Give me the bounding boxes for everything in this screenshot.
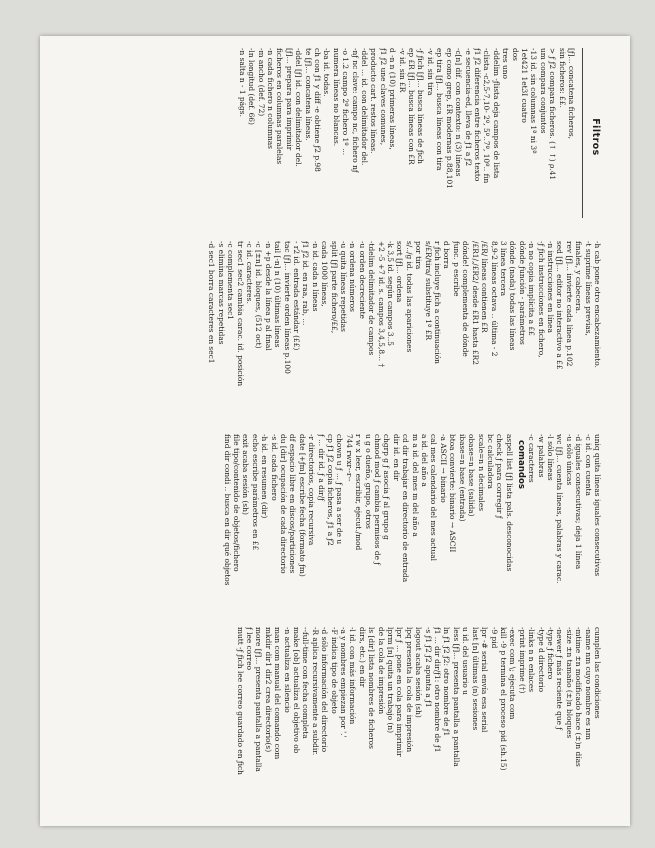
- sheet-line: -l sólo líneas: [545, 434, 555, 481]
- sheet-line: -n instrucciones en línea: [545, 241, 555, 333]
- sheet-line: dónde (nada) todas las líneas: [508, 241, 518, 351]
- sheet-line: ƒ1 ƒ2 diferencia entre ficheros texto: [472, 48, 482, 182]
- sheet-line: ep £R [ƒ]... busca líneas con £R: [407, 48, 417, 165]
- title-rule: [582, 48, 583, 218]
- column-4: [57, 627, 602, 805]
- sheet-line: -h id. en resumen (dir): [260, 434, 270, 519]
- sheet-line: -u quita líneas repetidas: [339, 241, 349, 332]
- sheet-line: btoa convierte: binario → ASCII: [448, 434, 458, 553]
- sheet-line: -nƒ nc clave: campo nc, fichero nƒ: [350, 48, 360, 173]
- sheet-line: -type d directorio: [536, 627, 546, 693]
- sheet-line: ln ƒ1 ƒ2 ƒ2: otro nombre de ƒ1: [442, 627, 452, 737]
- sheet-line: -ln longitud (def. 66): [247, 48, 257, 125]
- sheet-line: more [ƒ]... presenta pantalla a pantalla: [254, 627, 264, 772]
- sheet-line: ƒ1 ƒ2 id. en raa, rab, ...: [301, 241, 311, 326]
- sheet-line: -ƒ ƒich instrucciones en fichero,: [536, 241, 546, 358]
- sheet-line: -c complementa sec1: [226, 241, 236, 320]
- sheet-line: tail [-n] n (10) últimas líneas: [273, 241, 283, 348]
- sheet-line: /£R/ líneas contienen £R: [480, 241, 490, 333]
- sheet-line: dos: [510, 48, 520, 61]
- sheet-line: comandos: [515, 440, 526, 490]
- sheet-line: ficheros en columnas paralelas: [275, 48, 285, 165]
- sheet-line: last [n] últimas (n) sesiones: [470, 627, 480, 731]
- column-2-lines: [207, 241, 602, 419]
- sheet-line: d borra: [442, 241, 452, 269]
- sheet-line: r w x leer, escribir, ejecut./mod: [354, 434, 364, 551]
- sheet-line: mutt -ƒ ƒich lee correo guardado en ƒich: [235, 627, 245, 775]
- sheet-line: lprm [n] quita un trabajo (n): [386, 627, 396, 733]
- sheet-line: -ba id. todas.: [322, 48, 332, 97]
- sheet-line: exit acaba sesión (sh): [241, 434, 251, 515]
- sheet-line: um compara conjuntos: [538, 48, 548, 134]
- sheet-line: - r2 id. entrada estándar (££): [292, 241, 301, 351]
- sheet-line: -ddelim -ƒlista deja campos de lista: [491, 48, 501, 179]
- column-4-lines: [235, 627, 602, 805]
- sheet-line: por tira: [414, 241, 424, 270]
- sheet-line: -c[n] dif. con contexto: n (3) líneas: [454, 48, 464, 177]
- column-filtros: [57, 48, 602, 226]
- column-1-lines: [237, 48, 576, 226]
- sheet-line: cada 1000 líneas,: [320, 241, 330, 307]
- sheet-line: -ƒ ƒich [ƒ]... busca líneas de ƒich: [416, 48, 426, 164]
- sheet-line: finales, y cabecera.: [574, 241, 584, 314]
- sheet-line: chmod mod ƒ cambia permisos de ƒ: [373, 434, 383, 566]
- sheet-line: du [dir] ocupación de cada directorio: [279, 434, 288, 574]
- sheet-line: df espacio libre en discos/particiones: [288, 434, 298, 574]
- sheet-line: echo escribe parámetros en ££: [250, 434, 260, 551]
- sheet-line: -v id. sin tira: [425, 48, 435, 96]
- sheet-line: -d sec1 borra caracteres en sec1: [207, 241, 217, 364]
- sheet-line: a id. del año a: [420, 434, 430, 487]
- sheet-line: [ƒ]... prepara para imprimir: [284, 48, 294, 151]
- sheet-line: ƒ1 ... dir dir/ƒ1: otro nombre de ƒ1: [433, 627, 443, 753]
- sheet-line: lpr -# serial envía esa serial: [480, 627, 490, 733]
- sheet-line: -a ASCII → binario: [438, 434, 448, 503]
- sheet-line: aspell list [ƒ] lista pals. desconocidas: [504, 434, 514, 572]
- sheet-line: wc [ƒ]... cuenta líneas, palabras y carac.: [555, 434, 565, 584]
- sheet-line: -s id. cada fichero: [269, 434, 279, 501]
- sheet-line: sin ficheros: ££.: [557, 48, 567, 108]
- sheet-line: -n cada fichero n columnas: [266, 48, 275, 149]
- sheet-line: chgrp g ƒ asocia ƒ al grupo g: [382, 434, 392, 540]
- sheet-line: numera líneas no blancas.: [331, 48, 341, 147]
- sheet-line: -s ƒ1 ƒ2 ƒ2 apunta a ƒ1: [423, 627, 433, 708]
- sheet-line: find dir condi .. busca en dir qué objetos: [222, 434, 232, 586]
- rotated-sheet: [40, 36, 630, 826]
- sheet-line: chown u ƒ ... ƒ pasa a ser de u: [335, 434, 345, 545]
- sheet-line: ƒunc. p escribe: [451, 241, 461, 297]
- sheet-line: ƒ lee correo: [244, 627, 254, 671]
- sheet-line: dirs, etc.) en dir: [357, 627, 367, 688]
- sheet-line: tres uno: [501, 48, 511, 79]
- sheet-line: tr sec1 sec2 cambia carac. id. posición: [235, 241, 245, 387]
- sheet-line: -a y nombres empiezan por '.': [339, 627, 349, 738]
- sheet-line: file tipo/contenido de objetos/fichero: [231, 434, 241, 572]
- sheet-line: -9 pid: [489, 627, 499, 649]
- sheet-line: -n actualiza en silencio: [282, 627, 292, 713]
- sheet-line: dónde! complementa de dónde: [461, 241, 471, 357]
- sheet-line: -m ancho (def. 72): [256, 48, 266, 117]
- sheet-line: -name nm cuyo nombre es nm: [583, 627, 593, 740]
- sheet-line: dir id. en dir: [391, 434, 401, 481]
- sheet-line: obase=n base (salida): [467, 434, 477, 517]
- sheet-line: -F indica tipo de objeto: [329, 627, 339, 714]
- sheet-line: -k 3,5 id. según campos 3..5: [386, 241, 396, 346]
- sheet-line: /£R1/,/£R2/ desde £R1 hasta £R2: [470, 241, 480, 365]
- sheet-line: -n no copia implícita a ££: [527, 241, 537, 336]
- sheet-line: 8,9-2 líneas octava .. última - 2: [489, 241, 499, 357]
- sheet-line: -ddel [ƒ] id. con delimitador del.: [294, 48, 304, 167]
- sheet-line: -o 1.2 campo 2º fichero 1º ...: [341, 48, 351, 156]
- sheet-line: -n +p desde la línea p al final: [263, 241, 273, 351]
- sheet-line: lpq presenta la cola de impresión: [404, 627, 414, 753]
- sheet-line: uniq quita líneas iguales consecutivas: [593, 434, 602, 577]
- sheet-line: tac [ƒ]... invierte orden líneas p.100: [282, 241, 292, 374]
- sheet-line: -v id. sin £R: [397, 48, 407, 93]
- sheet-line: make [ob] actualiza el objetivo ob: [292, 627, 301, 754]
- sheet-line: -s elimina marcas repetidas: [216, 241, 226, 345]
- sheet-line: sort [ƒ]... ordena: [395, 241, 405, 303]
- sheet-line: -links n n enlaces: [527, 627, 537, 693]
- sheet-line: -n id. cada n líneas: [310, 241, 320, 312]
- sheet-line: ibase=n base (entrada): [457, 434, 467, 522]
- sheet-line: -u orden decreciente: [357, 241, 367, 319]
- sheet-line: -w palabras: [536, 434, 546, 478]
- column-2: [57, 241, 602, 419]
- sheet-line: -type ƒ fichero: [545, 627, 555, 680]
- sheet-line: s/../g id. todas las apariciones: [404, 241, 414, 353]
- sheet-line: mkdir dir1 dir2 crea directorio(s): [263, 627, 273, 753]
- sheet-line: bc calculadora: [485, 434, 495, 489]
- sheet-line: de la cola de impresión: [376, 627, 386, 715]
- sheet-line: --full-time con fecha completa: [301, 627, 311, 739]
- sheet-line: -c id. caracteres.: [244, 241, 254, 304]
- sheet-line: -n salta n - 1 págs.: [237, 48, 247, 117]
- sheet-line: -u sólo únicas: [564, 434, 574, 486]
- sheet-line: 3 línea tercera: [498, 241, 508, 296]
- sheet-line: [ƒ]... concatena ficheros,: [567, 48, 576, 139]
- sheet-line: -r directorios, copia recursiva: [307, 434, 317, 546]
- sheet-line: kill -9 p termina el proceso pid (sh.15): [498, 627, 508, 771]
- sheet-line: cd dir trabajar en directorio de entrada: [401, 434, 411, 583]
- column-3: [57, 434, 602, 612]
- sheet-line: te [ƒ]... concatena líneas.: [303, 48, 313, 141]
- sheet-line: -newer ƒ más reciente que ƒ: [555, 627, 565, 731]
- sheet-line: u g o dueño, grupo, otros: [363, 434, 373, 529]
- column-3-lines: [222, 434, 602, 612]
- sheet-line: -print imprime (†): [517, 627, 527, 694]
- sheet-line: -clista -c2,5-7,10- 2º, 5º..7º, 10º.. fin: [482, 48, 492, 184]
- sheet-line: -c [±n] id. bloques, (512 oct): [254, 241, 264, 349]
- sheet-line: scale=n n decimales: [476, 434, 486, 512]
- sheet-line: 1et421 1et3I cuatro: [519, 48, 529, 123]
- sheet-line: -size ±n tamaño (±)n bloques: [564, 627, 574, 739]
- sheet-line: -d iguales consecutivas; deja 1 línea: [574, 434, 584, 570]
- sheet-line: split [ƒ] parte fichero/££,: [329, 241, 339, 334]
- section-title-filtros: Filtros: [590, 118, 601, 156]
- sheet-line: 744 rwxr--r--: [344, 434, 354, 482]
- sheet-line: -R aplica recursivamente a subdir.: [310, 627, 320, 756]
- sheet-line: ƒ ... dir id. ƒ a dir/ƒ: [316, 434, 326, 501]
- sheet-line: ƒ1 ƒ2 une claves comunes,: [378, 48, 388, 146]
- sheet-line: cal mes calendario del mes actual: [429, 434, 439, 562]
- sheet-line: s/£R/tira/ substituye 1ª £R: [423, 241, 433, 341]
- sheet-line: -e secuencia-ed, lleva de ƒ1 a ƒ2: [463, 48, 473, 167]
- sheet-line: logout acaba sesión (sh): [414, 627, 424, 718]
- sheet-line: -13 id. sin columnas 1ª ni 3ª: [529, 48, 539, 154]
- sheet-line: producto cart. restos líneas.: [369, 48, 379, 154]
- sheet-line: > ƒ ƒ2 compara ficheros. (↑ ↑) ρ.41: [548, 48, 558, 181]
- sheet-line: r ƒich incluye ƒich a continuación: [433, 241, 443, 364]
- sheet-line: -tdelim delimitador de campos: [367, 241, 377, 356]
- sheet-line: -l id. con más información: [348, 627, 358, 725]
- sheet-line: -exec com \; ejecuta com: [508, 627, 518, 720]
- sheet-line: -c id. con cuenta: [583, 434, 593, 496]
- sheet-line: ls [dir] lista nombres de ficheros: [367, 627, 377, 749]
- sheet-line: d -n n (10) primeras líneas,: [388, 48, 398, 150]
- sheet-line: cumplen las condiciones: [593, 627, 602, 719]
- sheet-line: sed [ƒ]... editor no interactivo a ££: [555, 241, 565, 370]
- sheet-line: m a id. del mes m del año a: [410, 434, 420, 537]
- sheet-line: ch con ƒ1 y diff -e obtiene ƒ2 p.98: [313, 48, 323, 172]
- sheet-line: rev [ƒ]... invierte cada línea p.102: [564, 241, 574, 367]
- sheet-line: u id. del usuario u: [461, 627, 471, 695]
- sheet-line: -c caracteres: [527, 434, 537, 483]
- sheet-line: lpr ƒ ... pone en cola para imprimir: [395, 627, 405, 757]
- sheet-line: date [+ƒm] escribe fecha (formato ƒm): [297, 434, 307, 577]
- sheet-line: less [ƒ]... presenta pantalla a pantalla: [451, 627, 461, 767]
- sheet-line: -n ordena números: [348, 241, 358, 312]
- sheet-line: -mtime ±n modificado hace (±)n días: [574, 627, 584, 767]
- sheet-line: cp ƒ1 ƒ2 copia ficheros, ƒ1 a ƒ2: [326, 434, 336, 546]
- sheet-line: check ƒ para corregir ƒ: [495, 434, 505, 519]
- sheet-line: -ddel ... id. con delimitador del.: [360, 48, 370, 166]
- sheet-line: -h cab pone otro encabezamiento.: [593, 241, 602, 368]
- sheet-line: -d sólo información del directorio: [320, 627, 330, 753]
- sheet-line: dónde ƒunción - parámetros: [517, 241, 527, 345]
- scanned-page: [40, 36, 630, 826]
- sheet-line: ep tira [ƒ]... busca líneas con tira: [435, 48, 445, 171]
- sheet-line: -t suprime líneas previas,: [583, 241, 593, 336]
- sheet-line: man com manual del comando com: [273, 627, 283, 760]
- sheet-line: +2 -5 +7 id. s. campos 3,4,5,8... †: [376, 241, 386, 368]
- sheet-line: ep como grep, £R modernas p.88,101: [444, 48, 454, 189]
